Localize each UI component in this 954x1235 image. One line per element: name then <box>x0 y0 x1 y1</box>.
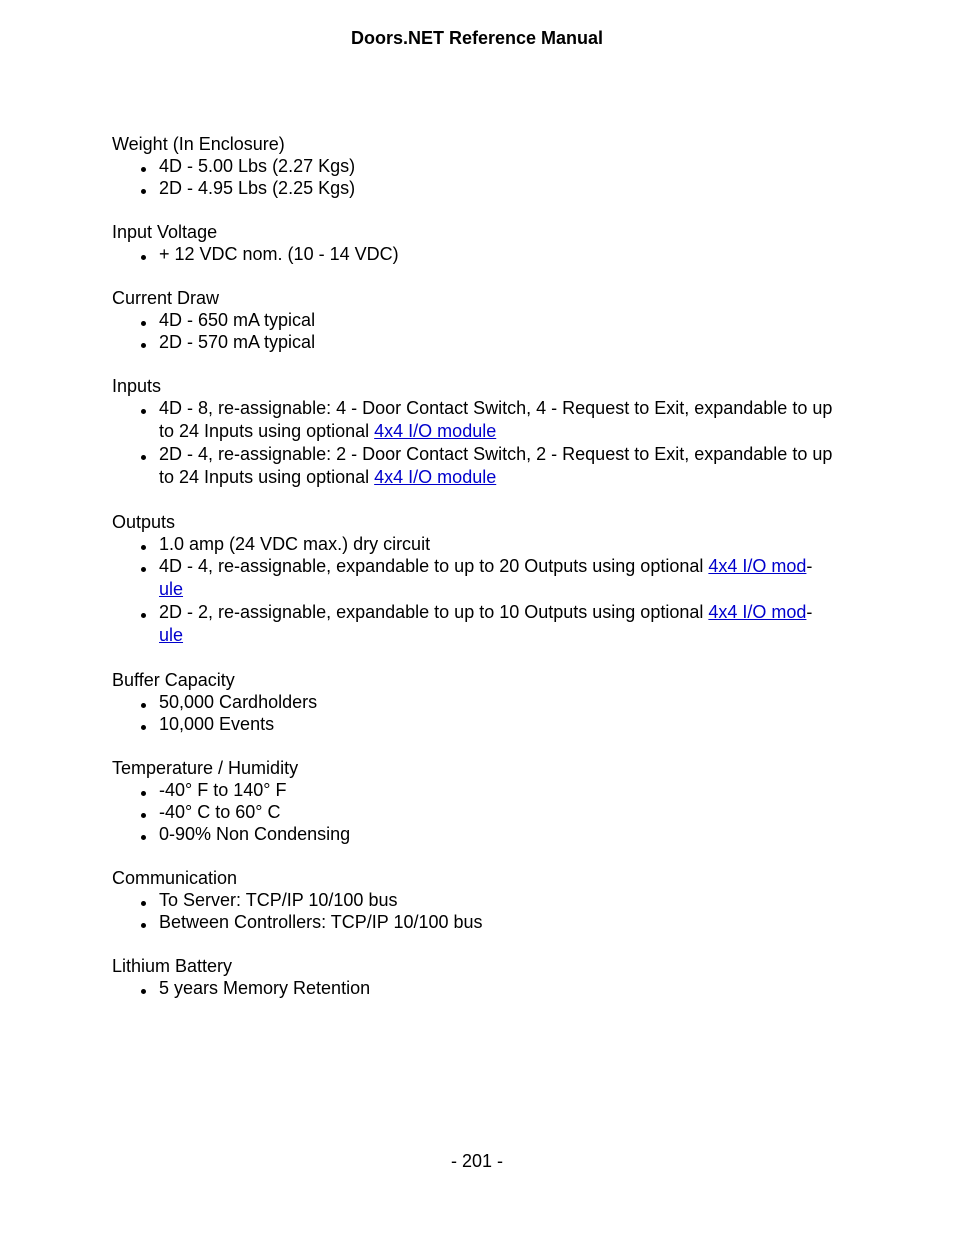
list-item: + 12 VDC nom. (10 - 14 VDC) <box>112 243 842 265</box>
list-item: To Server: TCP/IP 10/100 bus <box>112 889 842 911</box>
bullet-icon <box>141 889 147 911</box>
section-inputs <box>112 375 842 489</box>
bullet-icon <box>141 177 147 199</box>
list-item: 0-90% Non Condensing <box>112 823 842 845</box>
bullet-icon <box>141 533 147 555</box>
io-module-link[interactable]: 4x4 I/O module <box>374 467 497 487</box>
list-item: 5 years Memory Retention <box>112 977 842 999</box>
bullet-icon <box>141 911 147 933</box>
spec-list <box>112 155 842 199</box>
bullet-icon <box>141 155 147 177</box>
io-module-link[interactable]: 4x4 I/O module <box>374 421 497 441</box>
list-item: 2D - 4, re-assignable: 2 - Door Contact Switch, 2 - Request to Exit, expandable to up to 24 Inputs using optional 4x4 I/O module <box>112 443 842 489</box>
section-input-voltage <box>112 221 842 265</box>
spec-content <box>112 133 842 1021</box>
list-item: 2D - 570 mA typical <box>112 331 842 353</box>
section-title: Temperature / Humidity <box>112 758 299 778</box>
section-title: Outputs <box>112 512 176 532</box>
section-title: Current Draw <box>112 288 220 308</box>
bullet-icon <box>141 779 147 801</box>
list-item: -40° C to 60° C <box>112 801 842 823</box>
section-lithium-battery <box>112 955 842 999</box>
list-item: 10,000 Events <box>112 713 842 735</box>
section-title: Input Voltage <box>112 222 218 242</box>
section-buffer-capacity <box>112 669 842 735</box>
bullet-icon <box>141 601 147 623</box>
io-module-link-continued[interactable]: ule <box>159 625 184 645</box>
spec-list <box>112 533 842 647</box>
section-temperature-humidity <box>112 757 842 845</box>
page-header: Doors.NET Reference Manual <box>350 28 604 48</box>
list-item: 4D - 4, re-assignable, expandable to up to 20 Outputs using optional 4x4 I/O mod- ule <box>112 555 842 601</box>
section-title: Communication <box>112 868 238 888</box>
list-item: 4D - 650 mA typical <box>112 309 842 331</box>
list-item: Between Controllers: TCP/IP 10/100 bus <box>112 911 842 933</box>
spec-list <box>112 779 842 845</box>
spec-list <box>112 691 842 735</box>
section-title: Buffer Capacity <box>112 670 235 690</box>
list-item: 2D - 2, re-assignable, expandable to up to 10 Outputs using optional 4x4 I/O mod- ule <box>112 601 842 647</box>
section-outputs <box>112 511 842 647</box>
io-module-link-continued[interactable]: ule <box>159 579 184 599</box>
spec-list <box>112 309 842 353</box>
bullet-icon <box>141 713 147 735</box>
section-title: Inputs <box>112 376 162 396</box>
bullet-icon <box>141 331 147 353</box>
section-title: Lithium Battery <box>112 956 233 976</box>
spec-list <box>112 977 842 999</box>
list-item: 4D - 5.00 Lbs (2.27 Kgs) <box>112 155 842 177</box>
spec-list <box>112 889 842 933</box>
list-item: -40° F to 140° F <box>112 779 842 801</box>
list-item: 50,000 Cardholders <box>112 691 842 713</box>
bullet-icon <box>141 555 147 577</box>
bullet-icon <box>141 243 147 265</box>
io-module-link[interactable]: 4x4 I/O mod <box>708 602 807 622</box>
list-item: 4D - 8, re-assignable: 4 - Door Contact Switch, 4 - Request to Exit, expandable to up to 24 Inputs using optional 4x4 I/O module <box>112 397 842 443</box>
section-communication <box>112 867 842 933</box>
spec-list <box>112 397 842 489</box>
bullet-icon <box>141 397 147 419</box>
section-weight <box>112 133 842 199</box>
bullet-icon <box>141 977 147 999</box>
list-item: 1.0 amp (24 VDC max.) dry circuit <box>112 533 842 555</box>
spec-list <box>112 243 842 265</box>
bullet-icon <box>141 443 147 465</box>
section-current-draw <box>112 287 842 353</box>
bullet-icon <box>141 309 147 331</box>
bullet-icon <box>141 801 147 823</box>
page-number: - 201 - <box>450 1151 504 1171</box>
bullet-icon <box>141 691 147 713</box>
io-module-link[interactable]: 4x4 I/O mod <box>708 556 807 576</box>
section-title: Weight (In Enclosure) <box>112 134 285 154</box>
list-item: 2D - 4.95 Lbs (2.25 Kgs) <box>112 177 842 199</box>
bullet-icon <box>141 823 147 845</box>
